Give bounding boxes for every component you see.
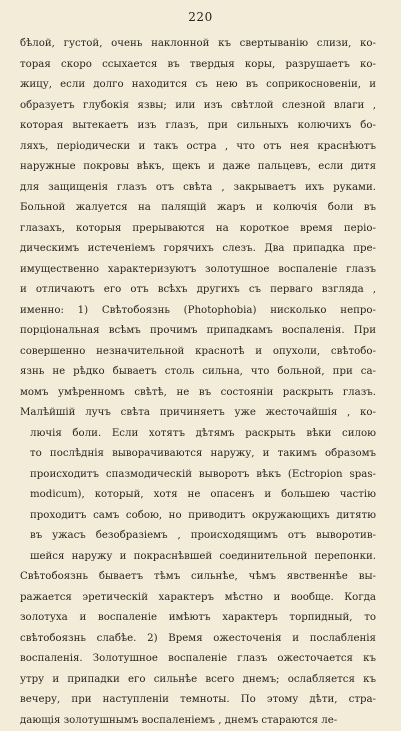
- text-line: и отличаютъ его отъ всѣхъ другихъ съ перваго взгляда ,: [20, 280, 376, 301]
- text-line: дающія золотушнымъ воспаленіемъ , днемъ стараются ле-: [20, 711, 376, 731]
- text-line: modicum), который, хотя не опасенъ и большею частію: [20, 485, 376, 506]
- text-line: порціональная всѣмъ прочимъ припадкамъ воспаленія. При: [20, 321, 376, 342]
- text-line: золотуха и воспаленіе имѣютъ характеръ торпидный, то: [20, 608, 376, 629]
- text-line: шейся наружу и покраснѣвшей соединительной перепонки.: [20, 547, 376, 568]
- text-line: которая вытекаетъ изъ глазъ, при сильныхъ колючихъ бо-: [20, 116, 376, 137]
- text-body: [20, 34, 376, 731]
- text-line: свѣтобоязнь слабѣе. 2) Время ожесточенія и послабленія: [20, 629, 376, 650]
- text-line: ражается эретическій характеръ мѣстно и вообще. Когда: [20, 588, 376, 609]
- text-line: лючія боли. Если хотятъ дѣтямъ раскрыть вѣки силою: [20, 424, 376, 445]
- text-line: именно: 1) Свѣтобоязнь (Photophobia) нисколько непро-: [20, 301, 376, 322]
- text-line: глазахъ, которыя прерываются на короткое время періо-: [20, 219, 376, 240]
- text-line: торая скоро ссыхается въ твердыя коры, разрушаетъ ко-: [20, 55, 376, 76]
- text-line: утру и припадки его сильнѣе всего днемъ; ослабляется къ: [20, 670, 376, 691]
- text-line: Свѣтобоязнь бываетъ тѣмъ сильнѣе, чѣмъ явственнѣе вы-: [20, 567, 376, 588]
- text-line: совершенно незначительной краснотѣ и опухоли, свѣтобо-: [20, 342, 376, 363]
- page-number: 220: [0, 10, 401, 24]
- text-line: наружные покровы вѣкъ, щекъ и даже пальцевъ, если дитя: [20, 157, 376, 178]
- text-line: Больной жалуется на палящій жаръ и колючія боли въ: [20, 198, 376, 219]
- text-line: въ ужасъ безобразіемъ , происходящимъ отъ выворотив-: [20, 526, 376, 547]
- text-line: момъ умѣренномъ свѣтѣ, не въ состояніи раскрыть глазъ.: [20, 383, 376, 404]
- text-line: ляхъ, періодически и такъ остра , что отъ нея краснѣютъ: [20, 137, 376, 158]
- text-line: то послѣднія выворачиваются наружу, и такимъ образомъ: [20, 444, 376, 465]
- text-line: вечеру, при наступленіи темноты. По этому дѣти, стра-: [20, 690, 376, 711]
- text-line: язнь не рѣдко бываетъ столь сильна, что больной, при са-: [20, 362, 376, 383]
- text-line: дическимъ истеченіемъ горячихъ слезъ. Два припадка пре-: [20, 239, 376, 260]
- text-line: воспаленія. Золотушное воспаленіе глазъ ожесточается къ: [20, 649, 376, 670]
- text-line: жицу, если долго находится съ нею въ соприкосновеніи, и: [20, 75, 376, 96]
- text-line: проходитъ самъ собою, но приводитъ окружающихъ дитятю: [20, 506, 376, 527]
- text-line: бѣлой, густой, очень наклонной къ свертыванію слизи, ко-: [20, 34, 376, 55]
- text-line: происходитъ спазмодическій выворотъ вѣкъ (Ectropion spas-: [20, 465, 376, 486]
- text-line: имущественно характеризуютъ золотушное воспаленіе глазъ: [20, 260, 376, 281]
- text-line: для защищенія глазъ отъ свѣта , закрываетъ ихъ руками.: [20, 178, 376, 199]
- text-line: образуетъ глубокія язвы; или изъ свѣтлой слезной влаги ,: [20, 96, 376, 117]
- text-line: Малѣйшій лучъ свѣта причиняетъ уже жесточайшія , ко-: [20, 403, 376, 424]
